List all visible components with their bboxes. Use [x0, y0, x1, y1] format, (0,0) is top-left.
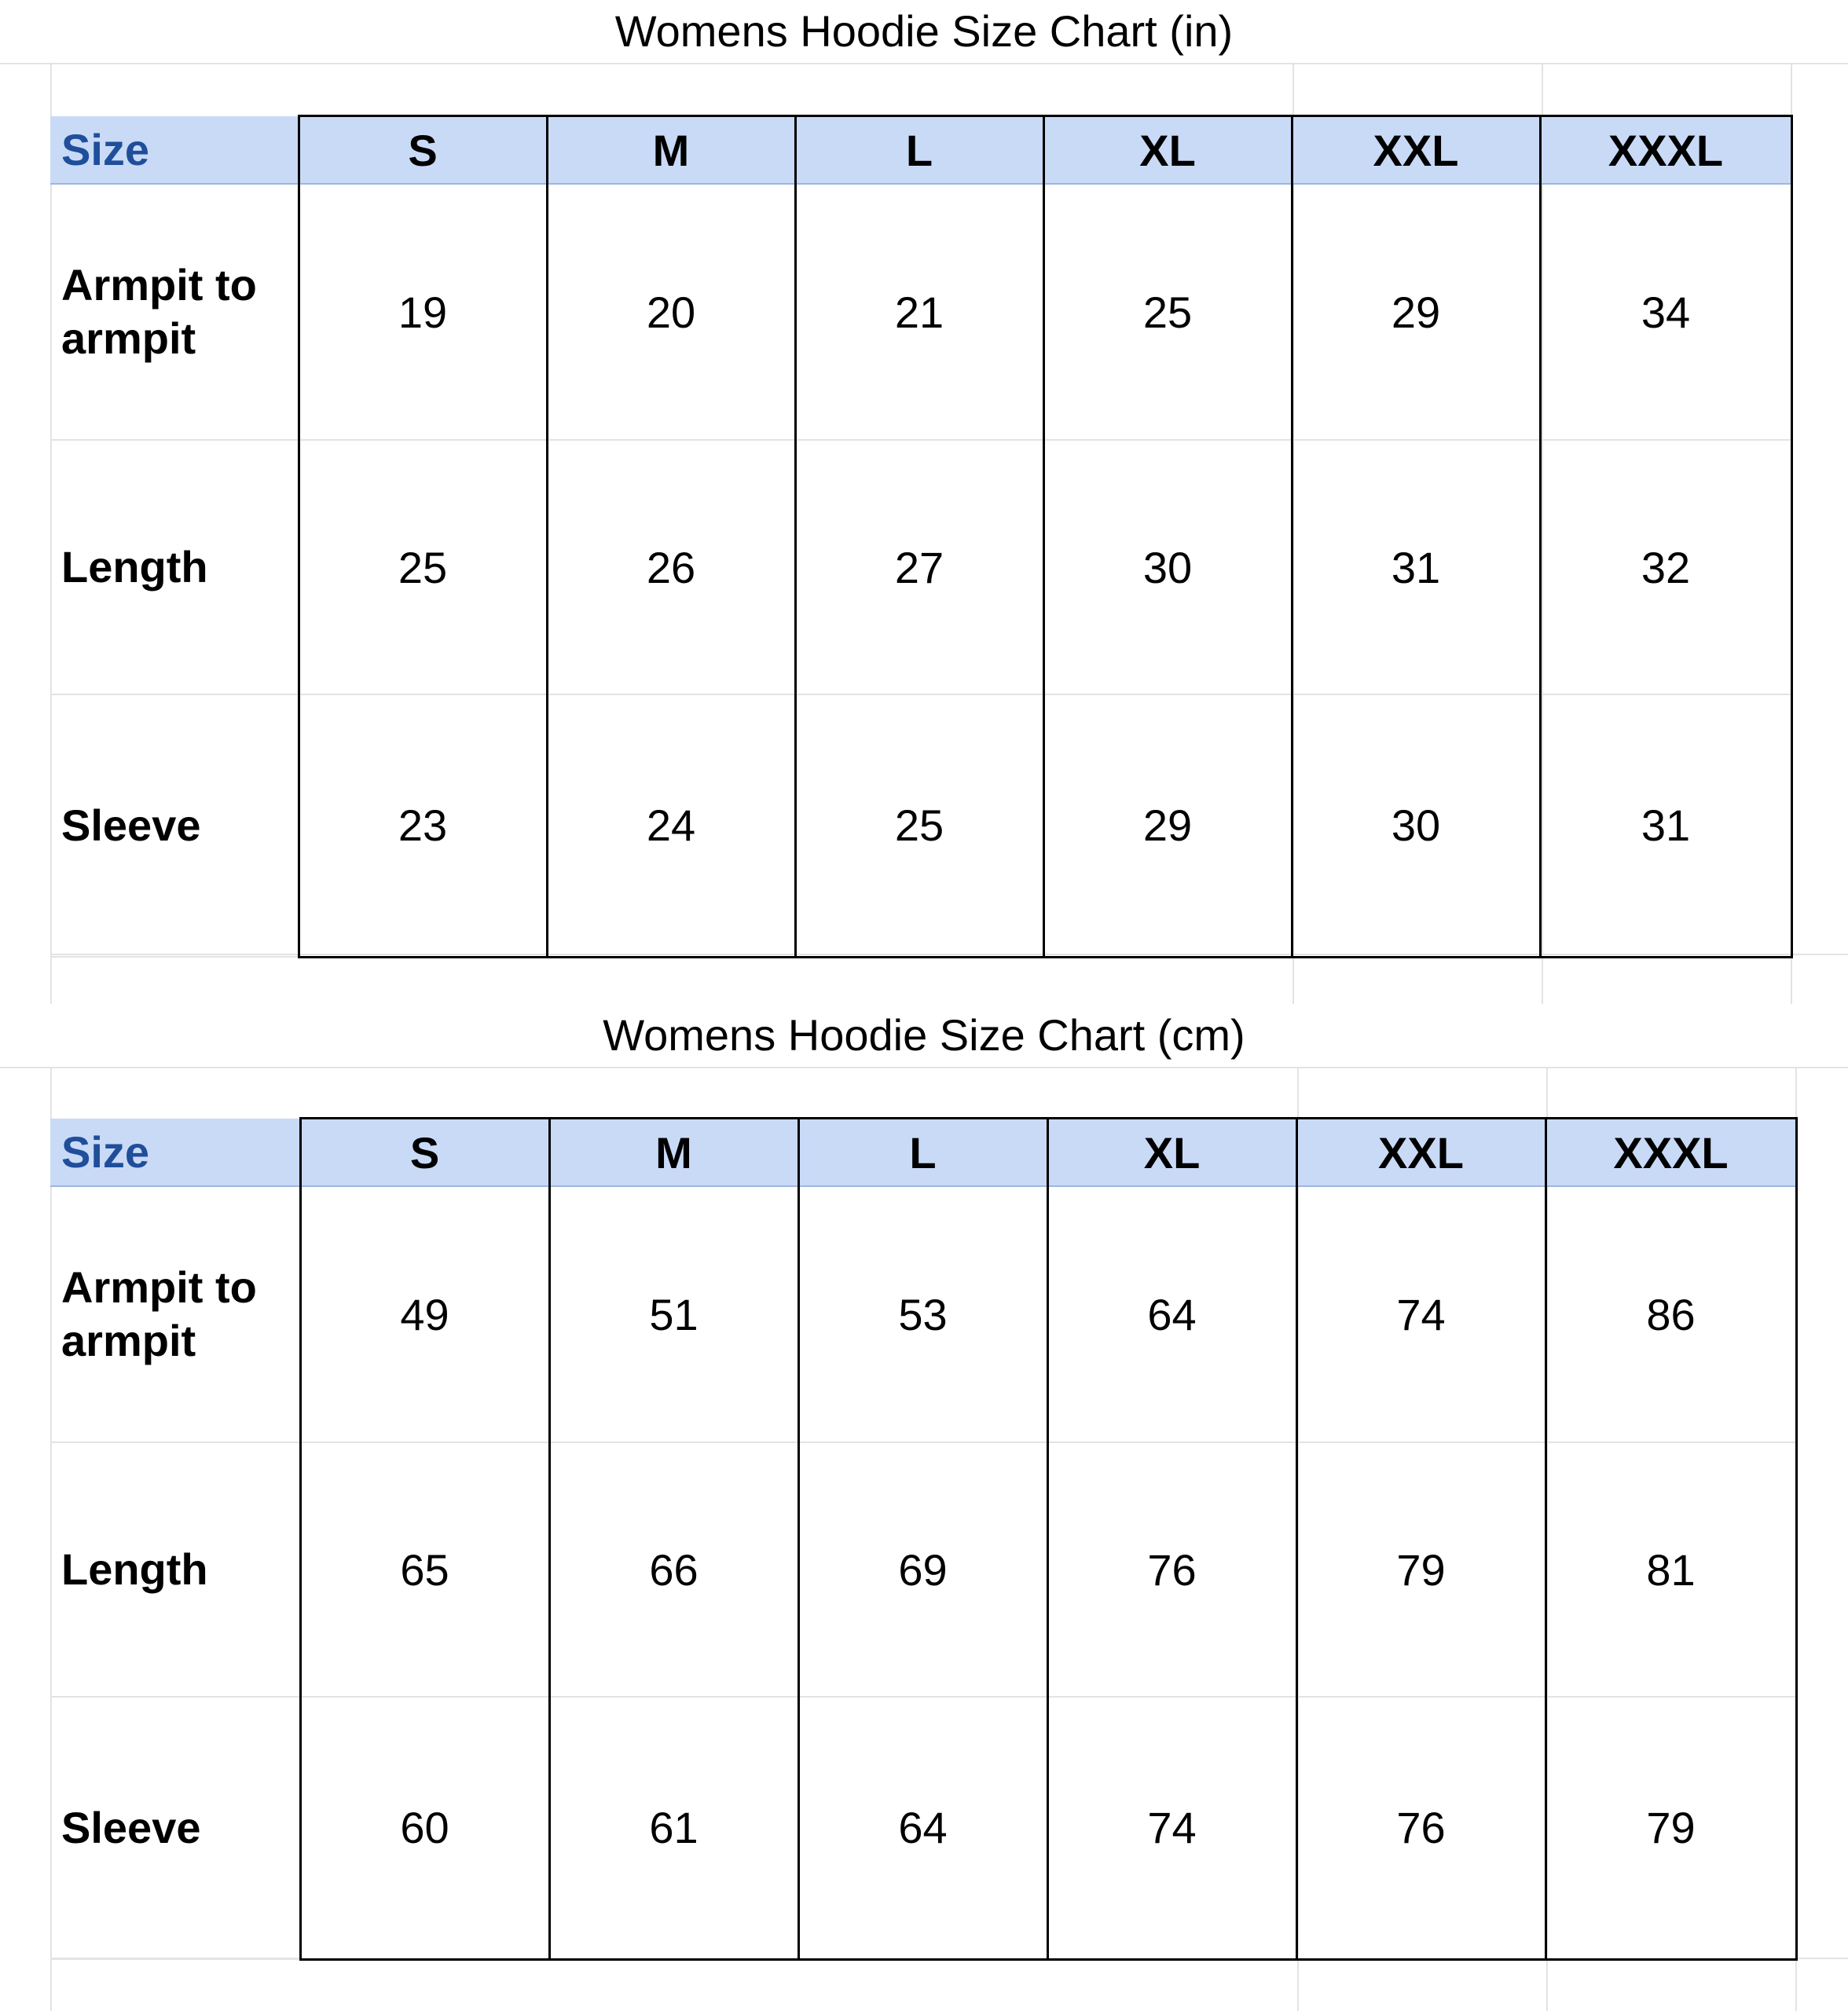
size-header-s: S — [299, 116, 547, 185]
cell-value: 49 — [300, 1186, 549, 1442]
sheet-area-in — [0, 64, 1848, 1004]
cell-value: 79 — [1296, 1442, 1546, 1697]
cell-value: 79 — [1546, 1697, 1796, 1959]
cell-value: 29 — [1292, 184, 1540, 440]
cell-value: 53 — [798, 1186, 1047, 1442]
cell-value: 25 — [1043, 184, 1292, 440]
cell-value: 34 — [1540, 184, 1791, 440]
size-header-s: S — [300, 1119, 549, 1187]
table-row — [50, 1442, 1796, 1697]
row-label-armpit: Armpit to armpit — [50, 184, 299, 440]
cell-value: 31 — [1292, 440, 1540, 694]
row-label-length: Length — [50, 440, 299, 694]
chart-title-cm: Womens Hoodie Size Chart (cm) — [603, 1010, 1245, 1060]
cell-value: 64 — [1047, 1186, 1296, 1442]
size-header-xl: XL — [1043, 116, 1292, 185]
cell-value: 19 — [299, 184, 547, 440]
cell-value: 25 — [795, 694, 1043, 957]
cell-value: 32 — [1540, 440, 1791, 694]
header-row — [50, 116, 1791, 185]
cell-value: 21 — [795, 184, 1043, 440]
row-label-armpit: Armpit to armpit — [50, 1186, 300, 1442]
cell-value: 61 — [549, 1697, 798, 1959]
size-header-m: M — [547, 116, 795, 185]
size-header-xxxl: XXXL — [1546, 1119, 1796, 1187]
size-header-l: L — [795, 116, 1043, 185]
row-label-length: Length — [50, 1442, 300, 1697]
cell-value: 20 — [547, 184, 795, 440]
cell-value: 31 — [1540, 694, 1791, 957]
table-row — [50, 1697, 1796, 1959]
sheet-area-cm — [0, 1068, 1848, 2011]
cell-value: 23 — [299, 694, 547, 957]
cell-value: 65 — [300, 1442, 549, 1697]
header-row — [50, 1119, 1796, 1187]
size-header-xxxl: XXXL — [1540, 116, 1791, 185]
size-header-xxl: XXL — [1292, 116, 1540, 185]
cell-value: 27 — [795, 440, 1043, 694]
size-table-cm — [50, 1117, 1798, 1961]
cell-value: 81 — [1546, 1442, 1796, 1697]
chart-title-in: Womens Hoodie Size Chart (in) — [614, 6, 1234, 56]
cell-value: 29 — [1043, 694, 1292, 957]
row-label-sleeve: Sleeve — [50, 1697, 300, 1959]
row-label-sleeve: Sleeve — [50, 694, 299, 957]
size-header-l: L — [798, 1119, 1047, 1187]
cell-value: 76 — [1047, 1442, 1296, 1697]
size-header-label: Size — [50, 1119, 300, 1187]
cell-value: 30 — [1043, 440, 1292, 694]
size-header-xl: XL — [1047, 1119, 1296, 1187]
cell-value: 66 — [549, 1442, 798, 1697]
size-table-in — [50, 115, 1793, 958]
cell-value: 69 — [798, 1442, 1047, 1697]
cell-value: 74 — [1296, 1186, 1546, 1442]
table-row — [50, 694, 1791, 957]
cell-value: 76 — [1296, 1697, 1546, 1959]
cell-value: 74 — [1047, 1697, 1296, 1959]
size-header-label: Size — [50, 116, 299, 185]
size-header-xxl: XXL — [1296, 1119, 1546, 1187]
cell-value: 30 — [1292, 694, 1540, 957]
cell-value: 26 — [547, 440, 795, 694]
cell-value: 60 — [300, 1697, 549, 1959]
cell-value: 51 — [549, 1186, 798, 1442]
table-row — [50, 440, 1791, 694]
cell-value: 64 — [798, 1697, 1047, 1959]
title-row-cm — [0, 1004, 1848, 1068]
cell-value: 25 — [299, 440, 547, 694]
size-header-m: M — [549, 1119, 798, 1187]
table-row — [50, 184, 1791, 440]
table-row — [50, 1186, 1796, 1442]
cell-value: 86 — [1546, 1186, 1796, 1442]
title-row-in — [0, 0, 1848, 64]
cell-value: 24 — [547, 694, 795, 957]
